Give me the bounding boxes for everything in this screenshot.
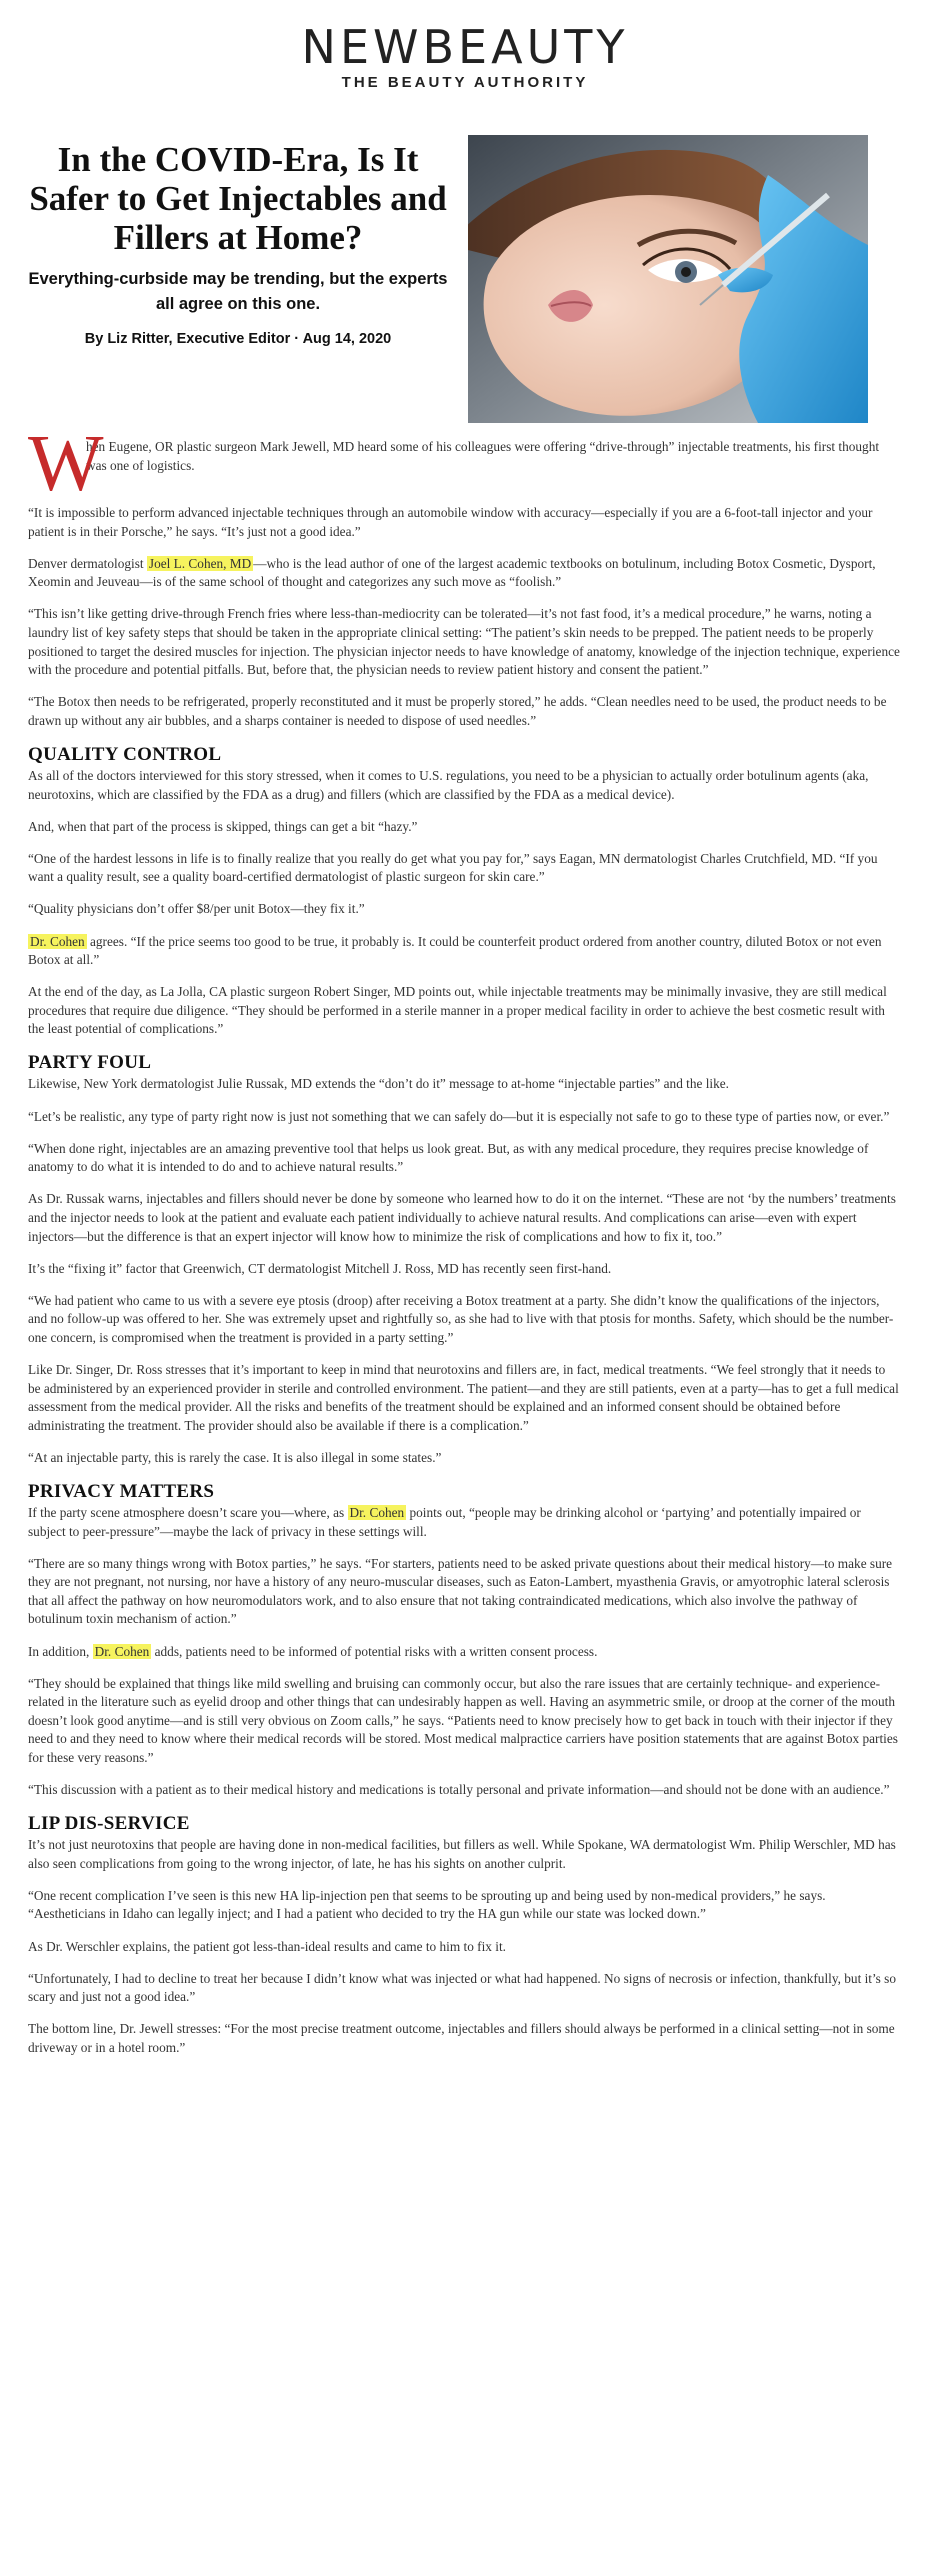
text: If the party scene atmosphere doesn’t scare you—where, as: [28, 1504, 348, 1520]
paragraph: “When done right, injectables are an amazing preventive tool that helps us look great. But, as with any medical procedure, they requires precise knowledge of anatomy to do what it is intended to do and to achieve natural results.”: [28, 1140, 869, 1175]
text: adds, patients need to be informed of potential risks with a written consent process.: [151, 1643, 598, 1659]
paragraph: Likewise, New York dermatologist Julie Russak, MD extends the “don’t do it” message to at-home “injectable parties” and the like.: [28, 1076, 730, 1092]
section-heading-quality-control: QUALITY CONTROL: [28, 743, 222, 765]
paragraph: [28, 555, 900, 592]
drop-cap: W: [28, 420, 104, 508]
text: points out, “people may be drinking alcohol or ‘partying’ and potentially impaired or subject to peer-pressure”—maybe the lack of privacy in these settings will.: [28, 1504, 861, 1539]
paragraph: [28, 1504, 900, 1541]
section-heading-lip-dis-service: LIP DIS-SERVICE: [28, 1813, 190, 1835]
paragraph: “Unfortunately, I had to decline to treat her because I didn’t know what was injected or what had happened. No signs of necrosis or infection, thankfully, but it’s so scary and just not a good idea.”: [28, 1970, 896, 2005]
paragraph: “We had patient who came to us with a severe eye ptosis (droop) after receiving a Botox treatment at a party. She didn’t know the qualifications of the injectors, and no follow-up was offered to her. She was extremely upset and rightfully so, as she had to live with that ptosis for months. Safety, which should be the number-one concern, is compromised when the treatment is provided in a party setting.”: [28, 1292, 894, 1345]
woman-receiving-injection-photo: [468, 135, 868, 423]
text: —who is the lead author of one of the largest academic textbooks on botulinum, including Botox Cosmetic, Dysport, Xeomin and Jeuveau—is of the same school of thought and categorizes any such move as “foolish.”: [28, 555, 876, 590]
text: agrees. “If the price seems too good to be true, it probably is. It could be counterfeit product ordered from another country, diluted Botox or not even Botox at all.”: [28, 933, 882, 968]
section-heading-party-foul: PARTY FOUL: [28, 1052, 152, 1074]
paragraph: “It is impossible to perform advanced injectable techniques through an automobile window with accuracy—especially if you are a 6-foot-tall injector and your patient is in their Porsche,” he says. “It’s just not a good idea.”: [28, 505, 873, 539]
paragraph: At the end of the day, as La Jolla, CA plastic surgeon Robert Singer, MD points out, while injectable treatments may be minimally invasive, they are still medical procedures that require due diligence. “They should be performed in a sterile manner in a proper medical facility in order to achieve the best cosmetic result with the least potential of complications.”: [28, 984, 887, 1037]
article-dek: Everything-curbside may be trending, but the experts all agree on this one.: [28, 270, 448, 313]
site-logo[interactable]: NEWBEAUTY: [301, 20, 629, 74]
masthead: [0, 22, 930, 91]
paragraph: “This isn’t like getting drive-through French fries where less-than-mediocrity can be tolerated—it’s not fast food, it’s a medical procedure,” he warns, noting a laundry list of key safety steps that should be taken in the appropriate clinical setting: “The patient’s skin needs to be prepped. The patient needs to be properly positioned to target the desired muscles for injection. The physician injector needs to have knowledge of anatomy, knowledge of the injection technique, experience with the procedure and potential pitfalls. But, before that, the physician needs to review patient history and consent the patient.”: [28, 606, 900, 678]
text: Denver dermatologist: [28, 555, 147, 571]
article-body: [28, 420, 900, 2071]
paragraph: “This discussion with a patient as to their medical history and medications is totally personal and private information—and should not be done with an audience.”: [28, 1782, 890, 1798]
paragraph: It’s not just neurotoxins that people are having done in non-medical facilities, but fillers as well. While Spokane, WA dermatologist Wm. Philip Werschler, MD has also seen complications from going to the wrong injector, of late, he has his sights on another culprit.: [28, 1837, 896, 1871]
section-heading-privacy-matters: PRIVACY MATTERS: [28, 1480, 215, 1502]
paragraph: As Dr. Werschler explains, the patient got less-than-ideal results and came to him to fix it.: [28, 1938, 506, 1954]
hero-image: [468, 135, 868, 423]
paragraph: “The Botox then needs to be refrigerated, properly reconstituted and it must be properly stored,” he adds. “Clean needles need to be used, the product needs to be drawn up without any air bubbles, and a sharps container is needed to dispose of used needles.”: [28, 694, 887, 728]
site-tagline: THE BEAUTY AUTHORITY: [341, 74, 589, 91]
paragraph: “One of the hardest lessons in life is to finally realize that you really do get what you pay for,” says Eagan, MN dermatologist Charles Crutchfield, MD. “If you want a quality result, see a quality board-certified dermatologist of plastic surgeon for skin care.”: [28, 850, 878, 885]
paragraph: “They should be explained that things like mild swelling and bruising can commonly occur, but also the rare issues that are certainly technique- and experience-related in the literature such as eyelid droop and other things that can undesirably happen as well. Having an asymmetric smile, or droop at the corner of the mouth doesn’t look good anytime—and is still very obvious on Zoom calls,” he says. “Patients need to know precisely how to get back in touch with their injector if they need to and they need to know where their medical records will be stored. Most medical malpractice carriers have position statements that are against Botox parties for these very reasons.”: [28, 1675, 898, 1765]
paragraph: The bottom line, Dr. Jewell stresses: “For the most precise treatment outcome, injectables and fillers should always be performed in a clinical setting—not in some driveway or in a hotel room.”: [28, 2021, 895, 2055]
paragraph: “Let’s be realistic, any type of party right now is just not something that we can safely do—but it is especially not safe to go to these type of parties now, or ever.”: [28, 1108, 890, 1124]
paragraph: [28, 933, 900, 970]
hero-text: [28, 140, 448, 347]
highlighted-name: Dr. Cohen: [349, 1504, 405, 1520]
paragraph: It’s the “fixing it” factor that Greenwich, CT dermatologist Mitchell J. Ross, MD has recently seen first-hand.: [28, 1260, 612, 1276]
paragraph: As Dr. Russak warns, injectables and fillers should never be done by someone who learned how to do it on the internet. “These are not ‘by the numbers’ treatments and the injector needs to look at the patient and evaluate each patient individually to achieve natural results. And complications can arise—even with expert injectors—but the difference is that an expert injector will know how to minimize the risk of complications and how to fix it, too.”: [28, 1191, 896, 1244]
paragraph: [28, 1643, 900, 1662]
highlighted-name: Dr. Cohen: [30, 933, 85, 949]
highlighted-name: Joel L. Cohen, MD: [148, 555, 252, 571]
highlighted-name: Dr. Cohen: [94, 1643, 150, 1659]
paragraph: “There are so many things wrong with Botox parties,” he says. “For starters, patients need to be asked private questions about their medical history—to make sure they are not pregnant, not nursing, nor have a history of any neuro-muscular diseases, such as Eaton-Lambert, myasthenia Gravis, or amyotrophic lateral sclerosis that all affect the pathway on how neuromodulators work, and to also ensure that not taking contraindicated medications, which also involve the pathway of botulinum toxin mechanism of action.”: [28, 1555, 893, 1627]
paragraph: As all of the doctors interviewed for this story stressed, when it comes to U.S. regulations, you need to be a physician to actually order botulinum agents (aka, neurotoxins, which are classified by the FDA as a drug) and fillers (which are classified by the FDA as a medical device).: [28, 767, 869, 802]
paragraph: Like Dr. Singer, Dr. Ross stresses that it’s important to keep in mind that neurotoxins and fillers are, in fact, medical treatments. “We feel strongly that it needs to be administered by an experienced provider in sterile and controlled environment. The patient—and they are still patients, even at a party—has to get a full medical assessment from the medical provider. All the risks and benefits of the treatment should be explained and an informed consent should be obtained before administrating the treatment. The provider should also be available if there is a complication.”: [28, 1362, 899, 1433]
text: In addition,: [28, 1643, 93, 1659]
intro-text: hen Eugene, OR plastic surgeon Mark Jewell, MD heard some of his colleagues were offering “drive-through” injectable treatments, his first thought was one of logistics.: [86, 439, 880, 473]
intro-paragraph: [28, 420, 900, 508]
paragraph: “At an injectable party, this is rarely the case. It is also illegal in some states.”: [28, 1449, 442, 1465]
article-headline: In the COVID-Era, Is It Safer to Get Injectables and Fillers at Home?: [29, 140, 447, 257]
article-byline: By Liz Ritter, Executive Editor · Aug 14, 2020: [84, 331, 392, 347]
paragraph: “Quality physicians don’t offer $8/per unit Botox—they fix it.”: [28, 901, 365, 917]
paragraph: And, when that part of the process is skipped, things can get a bit “hazy.”: [28, 818, 418, 834]
paragraph: “One recent complication I’ve seen is this new HA lip-injection pen that seems to be sprouting up and being used by non-medical providers,” he says. “Aestheticians in Idaho can legally inject; and I had a patient who decided to try the HA gun while our state was locked down.”: [28, 1887, 826, 1922]
